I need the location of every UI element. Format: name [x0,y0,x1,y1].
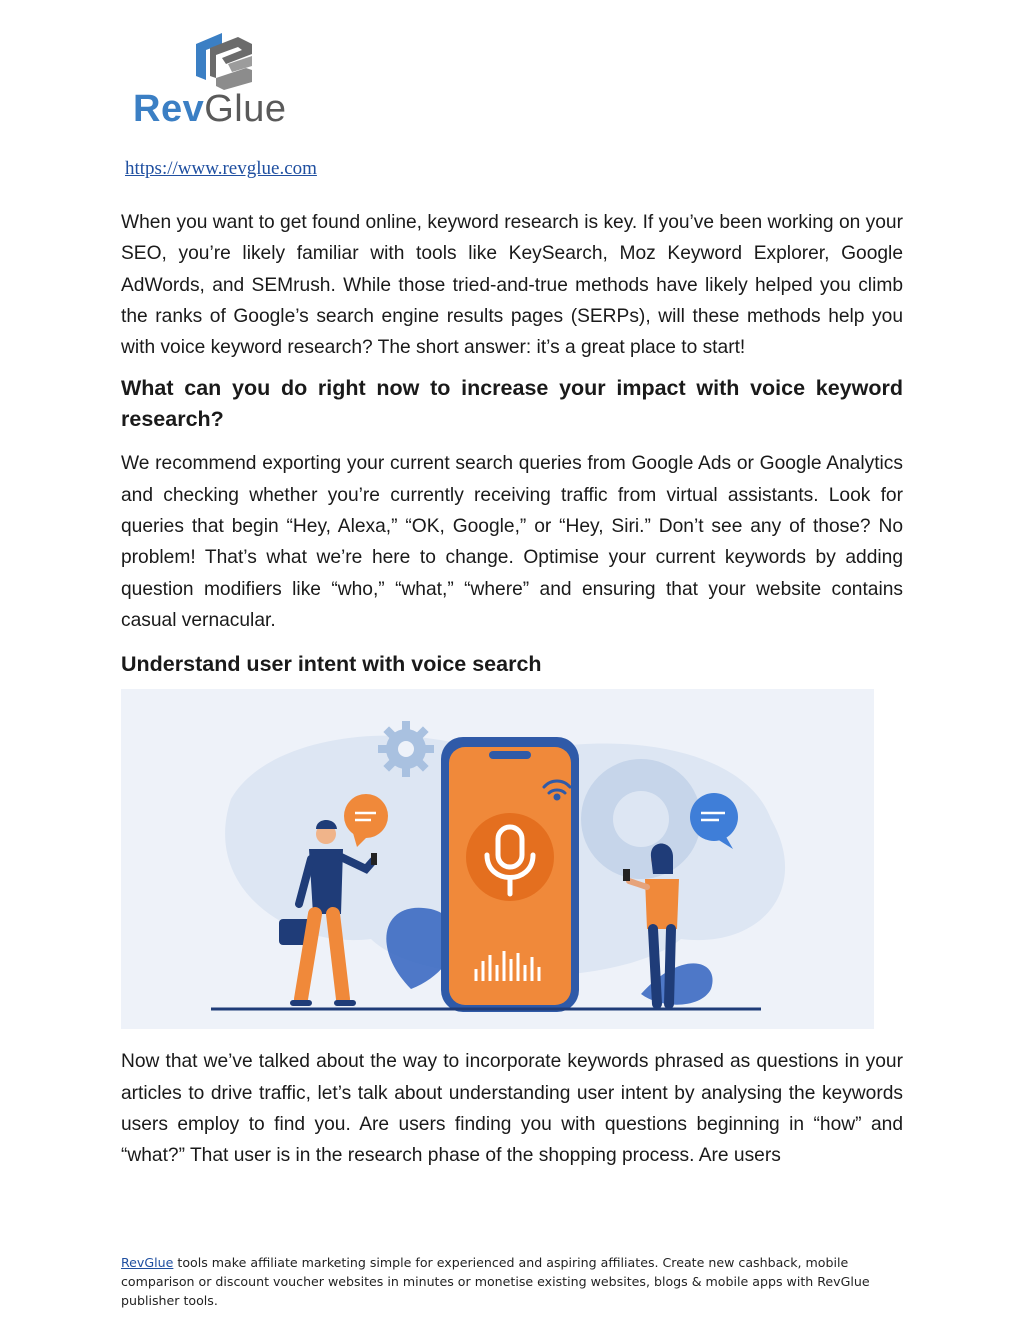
recommendation-paragraph: We recommend exporting your current search queries from Google Ads or Google Analytics and checking whether you’re currently receiving traffic from virtual assistants. Look for queries that begin “Hey, Alexa,” “OK, Google,” or “Hey, Siri.” Don’t see any of those? No problem! That’s what we’re here to change. Optimise your current keywords by adding question modifiers like “who,” “what,” “where” and ensuring that your website contains casual vernacular. [121,453,903,631]
logo-text-rev: Rev [133,88,205,130]
user-intent-paragraph: Now that we’ve talked about the way to incorporate keywords phrased as questions in your articles to drive traffic, let’s talk about understanding user intent by analysing the keywords users employ to find you. Are users finding you with questions beginning in “how” and “what?” That user is in the research phase of the shopping process. Are users [121,1051,903,1167]
revglue-logo [133,30,323,130]
heading-user-intent: Understand user intent with voice search [121,652,542,677]
footer-revglue-link[interactable]: RevGlue [121,1255,174,1270]
intro-paragraph: When you want to get found online, keyword research is key. If you’ve been working on your SEO, you’re likely familiar with tools like KeySearch, Moz Keyword Explorer, Google AdWords, and SEMrush. While those tried-and-true methods have likely helped you climb the ranks of Google’s search engine results pages (SERPs), will these methods help you with voice keyword research? The short answer: it’s a great place to start! [121,212,903,359]
gear-icon [378,721,434,777]
footer-text: tools make affiliate marketing simple for experienced and aspiring affiliates. Create new cashback, mobile comparison or discount voucher websites in minutes or monetise existing websites, blogs & mobile apps with RevGlue publisher tools. [121,1255,870,1308]
revglue-logo-icon [188,30,268,90]
website-link[interactable]: https://www.revglue.com [125,158,317,179]
heading-voice-keyword-research: What can you do right now to increase your impact with voice keyword research? [121,376,903,432]
logo-text-glue: Glue [204,88,287,130]
logo-wordmark [133,88,287,131]
voice-search-illustration [121,689,874,1029]
article-body [121,207,903,1171]
footer-note [121,1253,911,1310]
phone-illustration [441,737,579,1012]
gear-icon-large [581,759,701,879]
